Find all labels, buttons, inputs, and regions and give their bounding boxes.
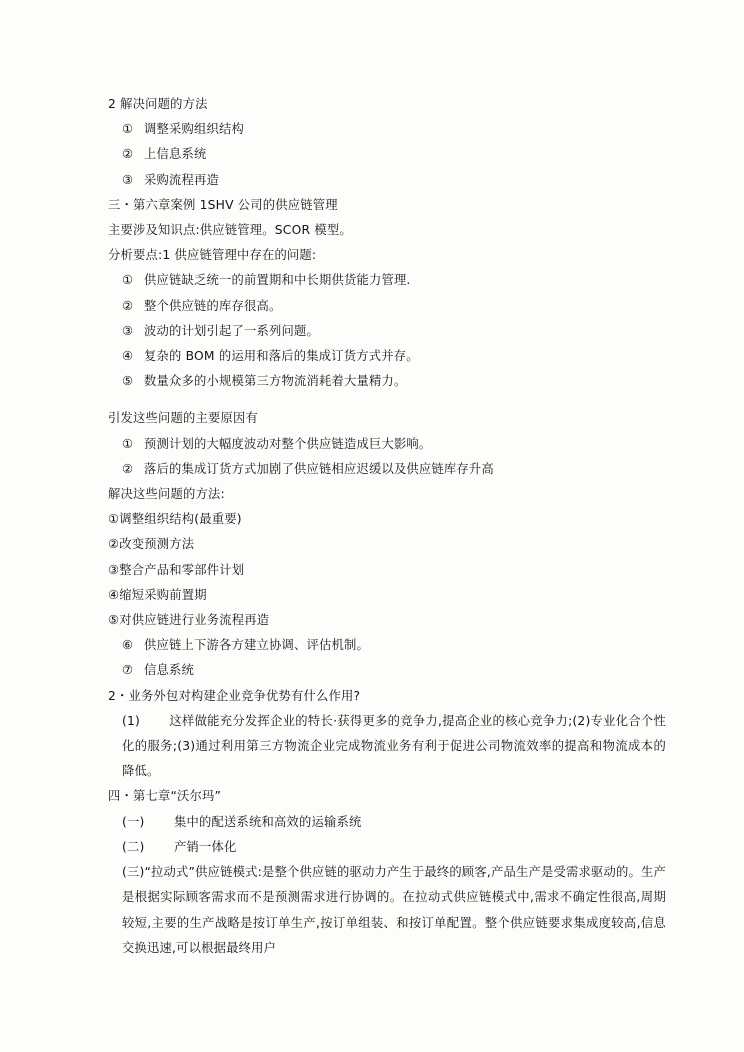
line-text: 数量众多的小规模第三方物流消耗着大量精力。 xyxy=(144,374,407,389)
list-marker: ② xyxy=(122,298,134,313)
question-2-heading xyxy=(108,684,666,709)
answer-paragraph xyxy=(108,709,666,785)
line-text: 信息系统 xyxy=(144,663,194,678)
list-item xyxy=(108,558,666,583)
list-marker: ① xyxy=(122,122,134,137)
list-marker: ① xyxy=(122,273,134,288)
list-item xyxy=(108,268,666,293)
list-marker: ⑥ xyxy=(122,638,134,653)
list-item xyxy=(108,633,666,658)
line-text: 集中的配送系统和高效的运输系统 xyxy=(174,814,362,829)
list-marker: ④ xyxy=(122,349,134,364)
list-item xyxy=(108,532,666,557)
line-text: 供应链上下游各方建立协调、评估机制。 xyxy=(144,638,369,653)
list-item xyxy=(108,583,666,608)
line-text: 调整采购组织结构 xyxy=(144,122,244,137)
line-text: 供应链缺乏统一的前置期和中长期供货能力管理. xyxy=(144,273,411,288)
line-text: (三)“拉动式”供应链模式:是整个供应链的驱动力产生于最终的顾客,产品生产是受需求驱动的。生产是根据实际顾客需求而不是预测需求进行协调的。在拉动式供应链模式中,需求不确定性很高,周期较短,主要的生产战略是按订单生产,按订单组装、和按订单配置。整个供应链要求集成度较高,信息交换迅速,可以根据最终用户 xyxy=(122,865,666,955)
analysis-points-line xyxy=(108,243,666,268)
pull-supply-chain-paragraph xyxy=(108,860,666,961)
list-item xyxy=(108,810,666,835)
line-text: 预测计划的大幅度波动对整个供应链造成巨大影响。 xyxy=(144,436,432,451)
list-item xyxy=(108,457,666,482)
solutions-heading xyxy=(108,482,666,507)
list-item xyxy=(108,117,666,142)
knowledge-points-line xyxy=(108,218,666,243)
line-text: 落后的集成订货方式加剧了供应链相应迟缓以及供应链库存升高 xyxy=(144,461,494,476)
list-item xyxy=(108,319,666,344)
blank-line xyxy=(108,394,666,406)
line-text: 整个供应链的库存很高。 xyxy=(144,298,282,313)
list-marker: ① xyxy=(122,436,134,451)
list-item xyxy=(108,142,666,167)
list-marker: (一) xyxy=(122,814,145,829)
list-item xyxy=(108,294,666,319)
line-text: 采购流程再造 xyxy=(144,172,219,187)
line-text: ②改变预测方法 xyxy=(108,537,195,552)
line-text: 复杂的 BOM 的运用和落后的集成订货方式并存。 xyxy=(144,349,419,364)
line-text: ⑤对供应链进行业务流程再造 xyxy=(108,613,270,628)
list-marker: ⑦ xyxy=(122,663,134,678)
list-item xyxy=(108,369,666,394)
list-item xyxy=(108,835,666,860)
paragraph-heading-2 xyxy=(108,92,666,117)
list-item xyxy=(108,344,666,369)
line-text: 解决这些问题的方法: xyxy=(108,487,225,502)
line-text: (1) 这样做能充分发挥企业的特长·获得更多的竞争力,提高企业的核心竞争力;(2)专业化合个性化的服务;(3)通过利用第三方物流企业完成物流业务有利于促进公司物流效率的提高和物流成本的降低。 xyxy=(122,713,666,779)
line-text: ④缩短采购前置期 xyxy=(108,587,207,602)
list-item xyxy=(108,608,666,633)
list-marker: ③ xyxy=(122,172,134,187)
list-item xyxy=(108,168,666,193)
line-text: 三・第六章案例 1SHV 公司的供应链管理 xyxy=(108,197,338,212)
list-item xyxy=(108,432,666,457)
line-text: ①调整组织结构(最重要) xyxy=(108,512,242,527)
list-marker: ② xyxy=(122,461,134,476)
line-text: 2・业务外包对构建企业竞争优势有什么作用? xyxy=(108,688,361,703)
line-text: 分析要点:1 供应链管理中存在的问题: xyxy=(108,248,317,263)
list-marker: ③ xyxy=(122,323,134,338)
document-body xyxy=(108,92,666,961)
list-item xyxy=(108,658,666,683)
line-text: 2 解决问题的方法 xyxy=(108,97,208,111)
causes-heading xyxy=(108,406,666,431)
section-heading-walmart xyxy=(108,784,666,809)
list-marker: (二) xyxy=(122,839,145,854)
line-text: 四・第七章“沃尔玛” xyxy=(108,789,222,804)
line-text: 引发这些问题的主要原因有 xyxy=(108,411,258,426)
line-text: 主要涉及知识点:供应链管理。SCOR 模型。 xyxy=(108,223,352,238)
list-marker: ⑤ xyxy=(122,374,134,389)
section-heading-case xyxy=(108,193,666,218)
list-item xyxy=(108,507,666,532)
line-text: ③整合产品和零部件计划 xyxy=(108,562,245,577)
line-text: 产销一体化 xyxy=(174,839,237,854)
line-text: 波动的计划引起了一系列问题。 xyxy=(144,323,319,338)
list-marker: ② xyxy=(122,147,134,162)
line-text: 上信息系统 xyxy=(144,147,207,162)
